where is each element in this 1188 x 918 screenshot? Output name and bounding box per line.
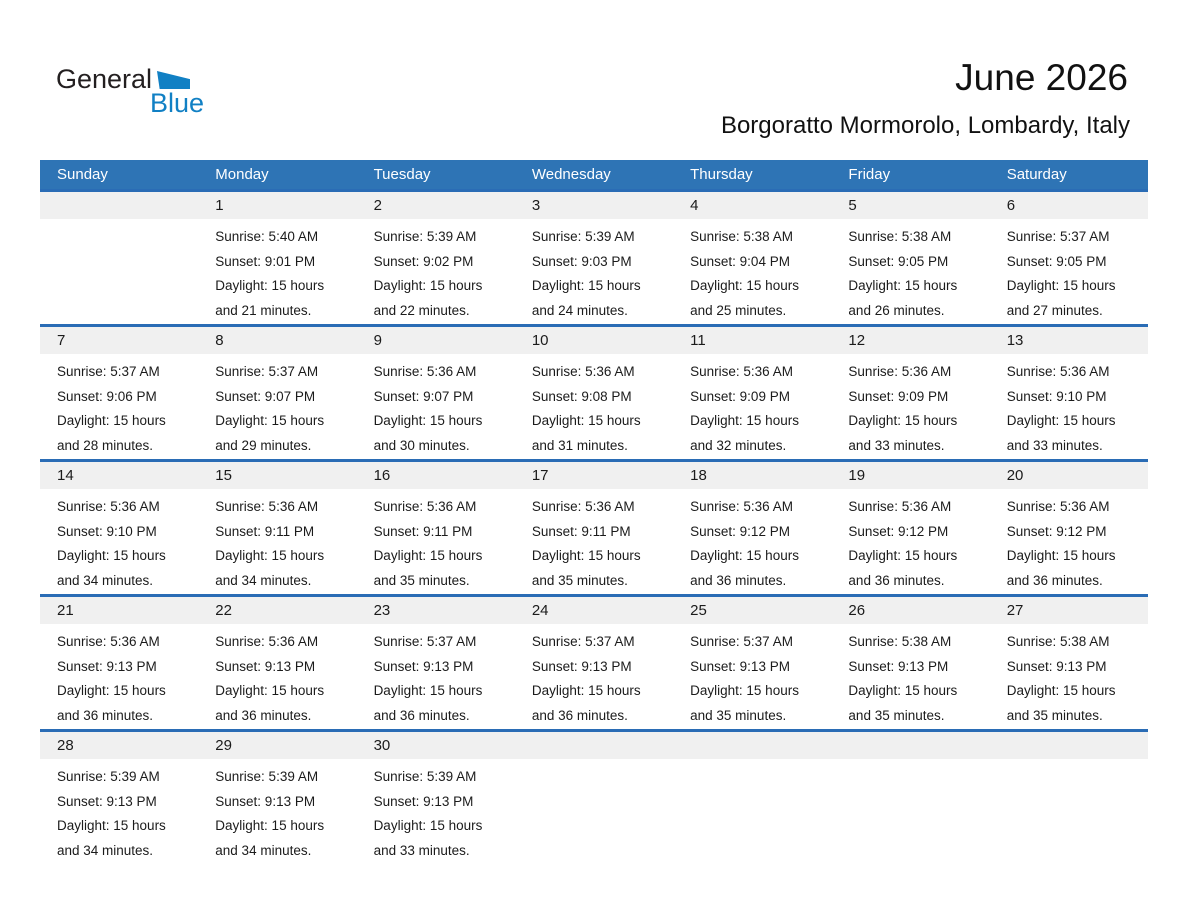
daylight-text-line1: Daylight: 15 hours [215, 818, 325, 833]
daylight-text-line2: and 33 minutes. [848, 437, 945, 453]
sunrise-text: Sunrise: 5:36 AM [1006, 364, 1110, 379]
sunset-text: Sunset: 9:10 PM [1006, 388, 1107, 404]
day-number [515, 732, 673, 759]
day-number: 12 [831, 327, 989, 354]
daylight-text-line2: and 36 minutes. [215, 707, 312, 723]
daylight-text-line1: Daylight: 15 hours [848, 683, 958, 698]
day-cell-30 [357, 732, 515, 864]
day-cell-28 [40, 732, 198, 864]
day-cell-9 [357, 327, 515, 459]
weekday-header-row [40, 160, 1148, 189]
daylight-text-line1: Daylight: 15 hours [690, 683, 799, 698]
daylight-text-line1: Daylight: 15 hours [215, 683, 325, 698]
day-cell-29 [198, 732, 356, 864]
empty-day-cell [40, 192, 198, 324]
day-details [357, 759, 515, 863]
day-cell-3 [515, 192, 673, 324]
sunset-text: Sunset: 9:06 PM [57, 388, 157, 404]
day-cell-15 [198, 462, 356, 594]
day-cell-13 [990, 327, 1148, 459]
daylight-text-line1: Daylight: 15 hours [531, 683, 641, 698]
sunset-text: Sunset: 9:11 PM [215, 523, 315, 539]
sunrise-text: Sunrise: 5:40 AM [215, 229, 319, 244]
sunset-text: Sunset: 9:13 PM [215, 658, 316, 674]
sunrise-text: Sunrise: 5:36 AM [215, 499, 319, 514]
daylight-text-line1: Daylight: 15 hours [531, 413, 641, 428]
week-row [40, 324, 1148, 459]
sunset-text: Sunset: 9:05 PM [1006, 253, 1107, 269]
daylight-text-line1: Daylight: 15 hours [373, 413, 483, 428]
sunrise-text: Sunrise: 5:37 AM [373, 634, 477, 649]
weekday-header-saturday: Saturday [1006, 166, 1067, 183]
empty-day-cell [673, 732, 831, 864]
day-number: 14 [40, 462, 198, 489]
sunset-text: Sunset: 9:07 PM [373, 388, 474, 404]
day-number: 29 [198, 732, 356, 759]
daylight-text-line1: Daylight: 15 hours [373, 818, 483, 833]
day-number: 24 [515, 597, 673, 624]
sunrise-text: Sunrise: 5:36 AM [57, 499, 160, 514]
day-cell-4 [673, 192, 831, 324]
sunrise-text: Sunrise: 5:39 AM [373, 229, 477, 244]
sunrise-text: Sunrise: 5:38 AM [848, 229, 952, 244]
daylight-text-line1: Daylight: 15 hours [373, 278, 483, 293]
day-details [515, 354, 673, 458]
day-details [198, 624, 356, 728]
day-details [990, 489, 1148, 593]
day-cell-26 [831, 597, 989, 729]
day-details [515, 219, 673, 323]
daylight-text-line1: Daylight: 15 hours [848, 548, 958, 563]
day-details [40, 489, 198, 593]
sunset-text: Sunset: 9:13 PM [373, 658, 474, 674]
sunrise-text: Sunrise: 5:37 AM [215, 364, 319, 379]
day-number: 28 [40, 732, 198, 759]
daylight-text-line1: Daylight: 15 hours [215, 548, 325, 563]
sunset-text: Sunset: 9:04 PM [690, 253, 790, 269]
daylight-text-line1: Daylight: 15 hours [373, 548, 483, 563]
day-details [831, 489, 989, 593]
weekday-header-tuesday: Tuesday [373, 166, 431, 183]
daylight-text-line2: and 36 minutes. [57, 707, 154, 723]
sunrise-text: Sunrise: 5:37 AM [57, 364, 160, 379]
week-row [40, 594, 1148, 729]
sunset-text: Sunset: 9:13 PM [57, 793, 157, 809]
day-number: 19 [831, 462, 989, 489]
month-year-title: June 2026 [955, 57, 1128, 98]
sunset-text: Sunset: 9:12 PM [848, 523, 949, 539]
daylight-text-line1: Daylight: 15 hours [57, 413, 166, 428]
day-cell-2 [357, 192, 515, 324]
sunset-text: Sunset: 9:08 PM [531, 388, 632, 404]
sunset-text: Sunset: 9:13 PM [1006, 658, 1107, 674]
weekday-header-wednesday: Wednesday [531, 166, 611, 183]
daylight-text-line1: Daylight: 15 hours [57, 683, 166, 698]
day-details [357, 219, 515, 323]
day-details [673, 489, 831, 593]
sunrise-text: Sunrise: 5:36 AM [57, 634, 160, 649]
daylight-text-line2: and 35 minutes. [848, 707, 945, 723]
day-number: 9 [357, 327, 515, 354]
sunset-text: Sunset: 9:13 PM [531, 658, 632, 674]
day-number: 22 [198, 597, 356, 624]
day-details [515, 624, 673, 728]
day-details [990, 354, 1148, 458]
day-number: 5 [831, 192, 989, 219]
daylight-text-line2: and 31 minutes. [531, 437, 628, 453]
sunrise-text: Sunrise: 5:37 AM [531, 634, 635, 649]
sunrise-text: Sunrise: 5:39 AM [373, 769, 477, 784]
sunrise-text: Sunrise: 5:36 AM [373, 364, 477, 379]
daylight-text-line2: and 33 minutes. [373, 842, 470, 858]
sunset-text: Sunset: 9:13 PM [690, 658, 790, 674]
day-number: 1 [198, 192, 356, 219]
daylight-text-line1: Daylight: 15 hours [57, 818, 166, 833]
sunrise-text: Sunrise: 5:36 AM [1006, 499, 1110, 514]
daylight-text-line1: Daylight: 15 hours [531, 278, 641, 293]
daylight-text-line2: and 22 minutes. [373, 302, 470, 318]
daylight-text-line2: and 26 minutes. [848, 302, 945, 318]
day-number: 8 [198, 327, 356, 354]
sunrise-text: Sunrise: 5:36 AM [848, 499, 952, 514]
day-cell-17 [515, 462, 673, 594]
day-cell-22 [198, 597, 356, 729]
sunset-text: Sunset: 9:13 PM [848, 658, 949, 674]
daylight-text-line1: Daylight: 15 hours [848, 278, 958, 293]
day-cell-6 [990, 192, 1148, 324]
sunset-text: Sunset: 9:11 PM [531, 523, 631, 539]
day-number: 20 [990, 462, 1148, 489]
daylight-text-line1: Daylight: 15 hours [1006, 278, 1116, 293]
weekday-header-thursday: Thursday [690, 166, 753, 183]
day-cell-19 [831, 462, 989, 594]
daylight-text-line1: Daylight: 15 hours [215, 278, 325, 293]
daylight-text-line2: and 34 minutes. [215, 572, 312, 588]
day-details [198, 219, 356, 323]
day-cell-7 [40, 327, 198, 459]
daylight-text-line1: Daylight: 15 hours [1006, 548, 1116, 563]
day-cell-24 [515, 597, 673, 729]
day-cell-8 [198, 327, 356, 459]
sunset-text: Sunset: 9:09 PM [690, 388, 790, 404]
day-cell-11 [673, 327, 831, 459]
sunrise-text: Sunrise: 5:39 AM [57, 769, 160, 784]
day-details [990, 624, 1148, 728]
logo-triangle-icon [157, 71, 190, 89]
daylight-text-line2: and 35 minutes. [531, 572, 628, 588]
sunset-text: Sunset: 9:13 PM [57, 658, 157, 674]
daylight-text-line2: and 36 minutes. [848, 572, 945, 588]
sunrise-text: Sunrise: 5:36 AM [373, 499, 477, 514]
weekday-header-monday: Monday [215, 166, 269, 183]
day-number: 7 [40, 327, 198, 354]
day-details [198, 759, 356, 863]
daylight-text-line1: Daylight: 15 hours [373, 683, 483, 698]
day-details [831, 219, 989, 323]
daylight-text-line1: Daylight: 15 hours [690, 548, 799, 563]
day-cell-10 [515, 327, 673, 459]
location-subtitle: Borgoratto Mormorolo, Lombardy, Italy [720, 112, 1130, 139]
sunset-text: Sunset: 9:03 PM [531, 253, 632, 269]
daylight-text-line1: Daylight: 15 hours [215, 413, 325, 428]
sunset-text: Sunset: 9:07 PM [215, 388, 316, 404]
daylight-text-line2: and 34 minutes. [57, 572, 154, 588]
sunrise-text: Sunrise: 5:37 AM [690, 634, 793, 649]
day-number: 16 [357, 462, 515, 489]
day-cell-21 [40, 597, 198, 729]
general-blue-logo [56, 62, 276, 126]
daylight-text-line2: and 36 minutes. [690, 572, 787, 588]
day-cell-5 [831, 192, 989, 324]
sunset-text: Sunset: 9:09 PM [848, 388, 949, 404]
day-number [673, 732, 831, 759]
day-details [40, 354, 198, 458]
daylight-text-line2: and 24 minutes. [531, 302, 628, 318]
daylight-text-line2: and 35 minutes. [1006, 707, 1103, 723]
sunset-text: Sunset: 9:01 PM [215, 253, 316, 269]
day-cell-16 [357, 462, 515, 594]
sunrise-text: Sunrise: 5:39 AM [531, 229, 635, 244]
day-number: 18 [673, 462, 831, 489]
daylight-text-line1: Daylight: 15 hours [1006, 413, 1116, 428]
logo-blue-text: Blue [150, 88, 205, 118]
day-number: 3 [515, 192, 673, 219]
sunrise-text: Sunrise: 5:38 AM [848, 634, 952, 649]
daylight-text-line2: and 34 minutes. [57, 842, 154, 858]
daylight-text-line2: and 33 minutes. [1006, 437, 1103, 453]
sunrise-text: Sunrise: 5:36 AM [215, 634, 319, 649]
day-cell-18 [673, 462, 831, 594]
day-number: 27 [990, 597, 1148, 624]
sunset-text: Sunset: 9:02 PM [373, 253, 474, 269]
day-number [831, 732, 989, 759]
sunrise-text: Sunrise: 5:39 AM [215, 769, 319, 784]
day-cell-27 [990, 597, 1148, 729]
day-details [673, 219, 831, 323]
day-number: 30 [357, 732, 515, 759]
day-details [831, 624, 989, 728]
day-number: 25 [673, 597, 831, 624]
day-number: 15 [198, 462, 356, 489]
day-number: 2 [357, 192, 515, 219]
empty-day-cell [990, 732, 1148, 864]
daylight-text-line2: and 21 minutes. [215, 302, 312, 318]
day-details [357, 354, 515, 458]
daylight-text-line1: Daylight: 15 hours [531, 548, 641, 563]
sunrise-text: Sunrise: 5:36 AM [690, 499, 793, 514]
day-number: 17 [515, 462, 673, 489]
daylight-text-line2: and 28 minutes. [57, 437, 154, 453]
sunrise-text: Sunrise: 5:36 AM [531, 499, 635, 514]
day-number [990, 732, 1148, 759]
day-number: 6 [990, 192, 1148, 219]
day-cell-1 [198, 192, 356, 324]
day-details [515, 489, 673, 593]
sunrise-text: Sunrise: 5:36 AM [848, 364, 952, 379]
day-details [831, 354, 989, 458]
day-number [40, 192, 198, 219]
daylight-text-line2: and 36 minutes. [373, 707, 470, 723]
day-number: 10 [515, 327, 673, 354]
day-cell-20 [990, 462, 1148, 594]
daylight-text-line1: Daylight: 15 hours [848, 413, 958, 428]
daylight-text-line2: and 34 minutes. [215, 842, 312, 858]
daylight-text-line1: Daylight: 15 hours [1006, 683, 1116, 698]
sunset-text: Sunset: 9:13 PM [373, 793, 474, 809]
weekday-header-sunday: Sunday [57, 166, 108, 183]
day-details [357, 489, 515, 593]
sunset-text: Sunset: 9:12 PM [1006, 523, 1107, 539]
week-row [40, 729, 1148, 864]
week-row [40, 459, 1148, 594]
day-details [198, 354, 356, 458]
sunrise-text: Sunrise: 5:37 AM [1006, 229, 1110, 244]
sunrise-text: Sunrise: 5:38 AM [690, 229, 793, 244]
sunset-text: Sunset: 9:11 PM [373, 523, 473, 539]
logo-general-text: General [56, 64, 153, 94]
day-cell-12 [831, 327, 989, 459]
sunset-text: Sunset: 9:05 PM [848, 253, 949, 269]
day-details [990, 219, 1148, 323]
daylight-text-line2: and 36 minutes. [531, 707, 628, 723]
daylight-text-line2: and 25 minutes. [690, 302, 787, 318]
day-details [198, 489, 356, 593]
day-cell-14 [40, 462, 198, 594]
weeks-container [40, 189, 1148, 864]
daylight-text-line2: and 36 minutes. [1006, 572, 1103, 588]
empty-day-cell [831, 732, 989, 864]
daylight-text-line1: Daylight: 15 hours [690, 413, 799, 428]
daylight-text-line2: and 30 minutes. [373, 437, 470, 453]
sunset-text: Sunset: 9:12 PM [690, 523, 790, 539]
sunrise-text: Sunrise: 5:36 AM [690, 364, 793, 379]
calendar-grid [40, 160, 1148, 864]
daylight-text-line1: Daylight: 15 hours [690, 278, 799, 293]
daylight-text-line2: and 35 minutes. [690, 707, 787, 723]
daylight-text-line2: and 32 minutes. [690, 437, 787, 453]
sunrise-text: Sunrise: 5:36 AM [531, 364, 635, 379]
sunset-text: Sunset: 9:10 PM [57, 523, 157, 539]
day-details [673, 624, 831, 728]
empty-day-cell [515, 732, 673, 864]
day-number: 23 [357, 597, 515, 624]
daylight-text-line2: and 29 minutes. [215, 437, 312, 453]
day-number: 13 [990, 327, 1148, 354]
daylight-text-line2: and 27 minutes. [1006, 302, 1103, 318]
day-cell-23 [357, 597, 515, 729]
sunrise-text: Sunrise: 5:38 AM [1006, 634, 1110, 649]
day-details [40, 624, 198, 728]
day-details [673, 354, 831, 458]
weekday-header-friday: Friday [848, 166, 891, 183]
week-row [40, 189, 1148, 324]
day-cell-25 [673, 597, 831, 729]
day-details [40, 759, 198, 863]
day-number: 21 [40, 597, 198, 624]
day-number: 26 [831, 597, 989, 624]
day-details [357, 624, 515, 728]
day-number: 11 [673, 327, 831, 354]
day-number: 4 [673, 192, 831, 219]
daylight-text-line1: Daylight: 15 hours [57, 548, 166, 563]
daylight-text-line2: and 35 minutes. [373, 572, 470, 588]
sunset-text: Sunset: 9:13 PM [215, 793, 316, 809]
